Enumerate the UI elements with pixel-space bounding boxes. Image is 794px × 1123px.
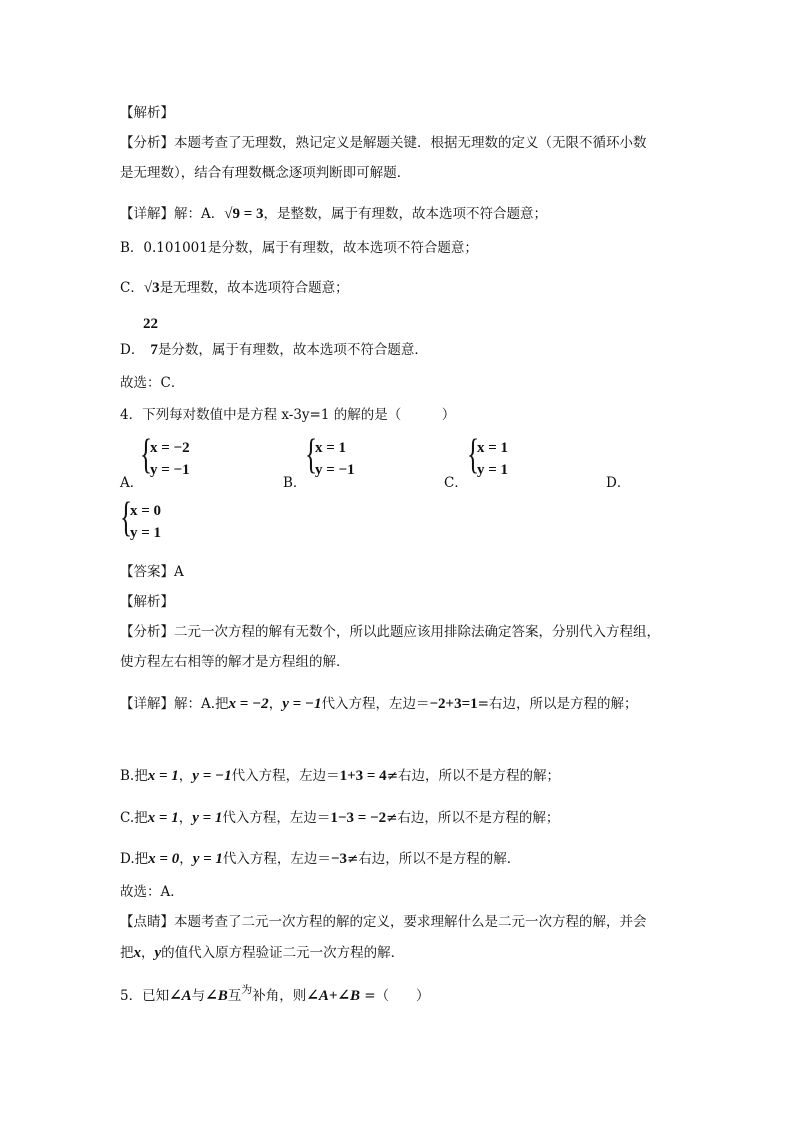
detail2-c-eq: 1−3 = −2 (330, 810, 387, 826)
option-d-label: D． (606, 475, 631, 491)
detail2-a-post: =右边，所以是方程的解； (477, 696, 638, 712)
q5-mid1: 与 (191, 988, 206, 1004)
q5-angle-a: ∠A (169, 988, 192, 1004)
q5-mid3: 补角，则 (252, 988, 307, 1004)
fraction-numerator: 22 (143, 316, 158, 332)
question-5 (120, 983, 430, 1007)
detail2-b-x: x = 1 (147, 768, 179, 784)
option-a-row2: y = −1 (150, 462, 190, 478)
brace-a: { (140, 432, 153, 478)
analysis2-line-2: 使方程左右相等的解才是方程组的解． (120, 654, 350, 670)
detail-d-text: 是分数，属于有理数，故本选项不符合题意． (157, 342, 428, 358)
detail2-a-y: y = −1 (282, 696, 322, 712)
detail2-c-mid: 代入方程，左边＝ (222, 810, 331, 826)
detail-b-line: B．0.101001是分数，属于有理数，故本选项不符合题意； (120, 240, 478, 256)
choose-c: 故选：C． (120, 375, 185, 391)
detail2-d-comma: ， (179, 851, 193, 867)
option-b-row2: y = −1 (315, 462, 355, 478)
choose-a: 故选：A． (120, 884, 184, 900)
detail2-d-mid: 代入方程，左边＝ (222, 851, 331, 867)
detail2-b-comma: ， (178, 768, 193, 784)
detail2-b-mid: 代入方程，左边＝ (231, 768, 340, 784)
comment-x: x (133, 945, 141, 961)
option-d-row2: y = 1 (130, 525, 162, 541)
detail2-c-comma: ， (178, 810, 193, 826)
detail2-c-prefix: C.把 (120, 810, 148, 826)
q5-prefix: 5．已知 (120, 988, 170, 1004)
comment-comma: ， (141, 945, 155, 961)
detail2-b-line (120, 766, 560, 786)
detail2-c-post: ≠右边，所以不是方程的解； (386, 810, 560, 826)
detail-c-prefix: C． (120, 280, 144, 296)
detail-a-prefix: 【详解】解：A． (120, 206, 225, 222)
detail2-a-x: x = −2 (228, 696, 269, 712)
comment-prefix: 把 (120, 945, 134, 961)
section-jiexi-2: 【解析】 (120, 594, 174, 610)
detail2-c-y: y = 1 (192, 810, 223, 826)
option-a-row1: x = −2 (150, 440, 190, 456)
detail2-c-x: x = 1 (147, 810, 179, 826)
section-jiexi-1: 【解析】 (120, 105, 174, 121)
comment-text: 的值代入原方程验证二元一次方程的解． (161, 945, 405, 961)
question-4: 4．下列每对数值中是方程 x-3y=1 的解的是（ ） (120, 407, 456, 423)
option-c-label: C． (444, 475, 468, 491)
detail2-b-post: ≠右边，所以不是方程的解； (386, 768, 560, 784)
detail2-a-mid: 代入方程，左边＝ (321, 696, 430, 712)
option-a-label: A． (120, 475, 144, 491)
q5-expr: ∠A+∠B (306, 988, 360, 1004)
detail-c-line (120, 278, 349, 298)
analysis2-line-1: 【分析】二元一次方程的解有无数个，所以此题应该用排除法确定答案，分别代入方程组， (120, 624, 660, 640)
brace-c: { (467, 432, 480, 478)
analysis-line-1: 【分析】本题考查了无理数，熟记定义是解题关键．根据无理数的定义（无限不循环小数 (120, 135, 647, 151)
option-b-row1: x = 1 (315, 440, 347, 456)
detail2-d-post: ≠右边，所以不是方程的解． (346, 851, 521, 867)
detail-a-text: ，是整数，属于有理数，故本选项不符合题意； (263, 206, 548, 222)
detail2-d-eq: −3 (330, 851, 347, 867)
sqrt9-expr: √9 = 3 (224, 206, 264, 222)
option-c-row2: y = 1 (477, 462, 509, 478)
q5-angle-b: ∠B (205, 988, 228, 1004)
option-d-row1: x = 0 (130, 503, 162, 519)
comment-line-2 (120, 943, 404, 963)
detail2-d-line (120, 849, 520, 869)
detail2-b-prefix: B.把 (120, 768, 148, 784)
detail-d-line (120, 340, 428, 360)
detail2-a-prefix: 【详解】解：A.把 (120, 696, 229, 712)
q5-mid2: 互 (227, 988, 242, 1004)
option-c-row1: x = 1 (477, 440, 509, 456)
brace-b: { (305, 432, 318, 478)
brace-d: { (120, 495, 133, 541)
fraction-denominator: 7 (150, 342, 158, 358)
option-b-label: B． (283, 475, 307, 491)
detail2-c-line (120, 808, 559, 828)
detail2-d-x: x = 0 (148, 851, 180, 867)
comment-line-1: 【点睛】本题考查了二元一次方程的解的定义，要求理解什么是二元一次方程的解，并会 (120, 914, 647, 930)
detail-c-text: 是无理数，故本选项符合题意； (159, 280, 349, 296)
q5-sup: 为 (241, 983, 253, 996)
analysis-line-2: 是无理数），结合有理数概念逐项判断即可解题． (120, 165, 411, 181)
detail2-a-line (120, 694, 637, 714)
detail-d-prefix: D． (120, 342, 145, 358)
comment-y: y (154, 945, 162, 961)
sqrt3-expr: √3 (143, 280, 160, 296)
detail2-b-y: y = −1 (192, 768, 232, 784)
detail2-a-comma: ， (268, 696, 283, 712)
detail2-b-eq: 1+3 = 4 (339, 768, 387, 784)
detail2-d-prefix: D.把 (120, 851, 149, 867)
answer-line: 【答案】A (120, 564, 184, 580)
detail2-a-eq: −2+3=1 (429, 696, 478, 712)
q5-post: =（ ） (359, 988, 430, 1004)
detail-a-line (120, 204, 547, 224)
detail2-d-y: y = 1 (192, 851, 223, 867)
